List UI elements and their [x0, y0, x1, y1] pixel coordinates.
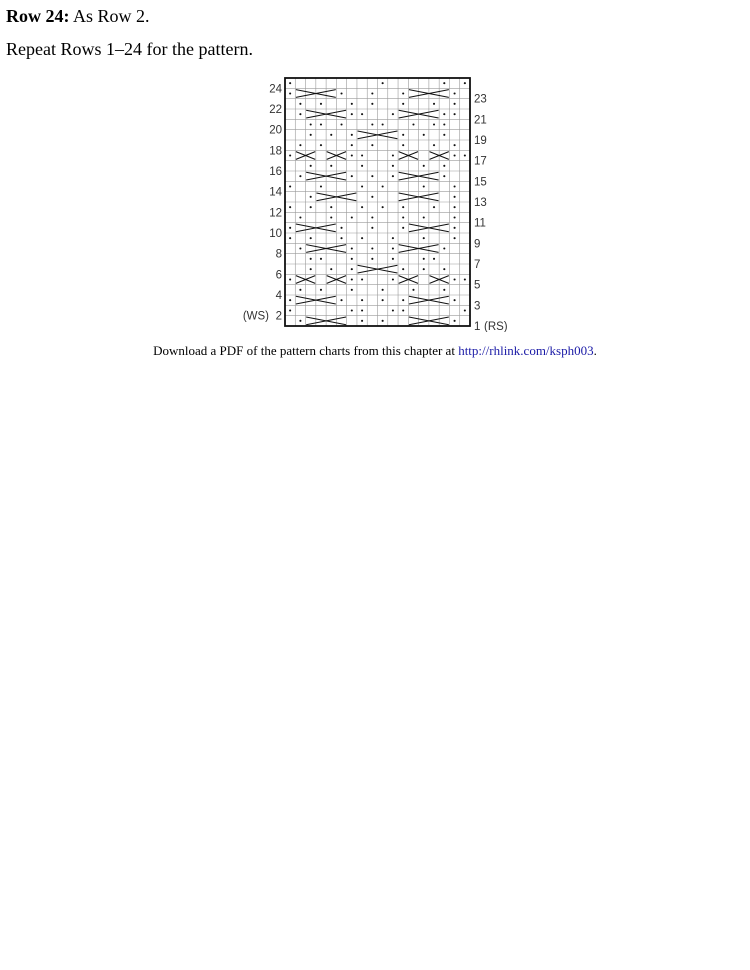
- purl-stitch-dot: [371, 175, 373, 177]
- purl-stitch-dot: [299, 103, 301, 105]
- purl-stitch-dot: [330, 216, 332, 218]
- purl-stitch-dot: [351, 134, 353, 136]
- purl-stitch-dot: [454, 237, 456, 239]
- caption-text: Download a PDF of the pattern charts from this chapter at: [153, 343, 459, 358]
- purl-stitch-dot: [351, 216, 353, 218]
- wrong-side-label: (WS): [242, 310, 269, 323]
- purl-stitch-dot: [454, 227, 456, 229]
- purl-stitch-dot: [423, 237, 425, 239]
- purl-stitch-dot: [371, 123, 373, 125]
- purl-stitch-dot: [340, 237, 342, 239]
- purl-stitch-dot: [443, 289, 445, 291]
- row-number-right: 13: [474, 197, 487, 209]
- purl-stitch-dot: [402, 103, 404, 105]
- purl-stitch-dot: [361, 113, 363, 115]
- purl-stitch-dot: [310, 237, 312, 239]
- purl-stitch-dot: [392, 237, 394, 239]
- purl-stitch-dot: [423, 268, 425, 270]
- row-24-text: As Row 2.: [69, 6, 150, 26]
- row-number-left: 6: [275, 269, 282, 282]
- purl-stitch-dot: [454, 144, 456, 146]
- purl-stitch-dot: [382, 123, 384, 125]
- row-number-right: 15: [474, 176, 487, 189]
- purl-stitch-dot: [371, 216, 373, 218]
- purl-stitch-dot: [371, 103, 373, 105]
- purl-stitch-dot: [330, 268, 332, 270]
- purl-stitch-dot: [289, 309, 291, 311]
- purl-stitch-dot: [371, 196, 373, 198]
- purl-stitch-dot: [361, 320, 363, 322]
- row-24-label: Row 24:: [6, 6, 70, 26]
- purl-stitch-dot: [289, 185, 291, 187]
- purl-stitch-dot: [412, 123, 414, 125]
- purl-stitch-dot: [289, 227, 291, 229]
- purl-stitch-dot: [351, 154, 353, 156]
- row-number-right: 21: [474, 114, 487, 127]
- row-number-right: 19: [474, 135, 487, 147]
- purl-stitch-dot: [361, 206, 363, 208]
- purl-stitch-dot: [310, 268, 312, 270]
- purl-stitch-dot: [361, 299, 363, 301]
- row-number-left: 4: [275, 290, 282, 302]
- purl-stitch-dot: [392, 258, 394, 260]
- purl-stitch-dot: [454, 154, 456, 156]
- purl-stitch-dot: [402, 268, 404, 270]
- purl-stitch-dot: [320, 289, 322, 291]
- row-number-right: 3: [474, 300, 481, 313]
- purl-stitch-dot: [382, 320, 384, 322]
- purl-stitch-dot: [289, 237, 291, 239]
- row-number-left: 10: [269, 228, 282, 240]
- purl-stitch-dot: [464, 309, 466, 311]
- purl-stitch-dot: [340, 123, 342, 125]
- purl-stitch-dot: [310, 206, 312, 208]
- purl-stitch-dot: [392, 154, 394, 156]
- purl-stitch-dot: [382, 206, 384, 208]
- purl-stitch-dot: [464, 278, 466, 280]
- purl-stitch-dot: [454, 278, 456, 280]
- purl-stitch-dot: [443, 268, 445, 270]
- purl-stitch-dot: [433, 144, 435, 146]
- purl-stitch-dot: [361, 185, 363, 187]
- purl-stitch-dot: [320, 103, 322, 105]
- purl-stitch-dot: [340, 299, 342, 301]
- purl-stitch-dot: [361, 154, 363, 156]
- row-24-instruction: [6, 5, 150, 27]
- purl-stitch-dot: [454, 113, 456, 115]
- purl-stitch-dot: [310, 196, 312, 198]
- purl-stitch-dot: [423, 216, 425, 218]
- purl-stitch-dot: [454, 299, 456, 301]
- purl-stitch-dot: [433, 258, 435, 260]
- purl-stitch-dot: [454, 216, 456, 218]
- purl-stitch-dot: [289, 154, 291, 156]
- purl-stitch-dot: [351, 278, 353, 280]
- row-number-left: 12: [269, 207, 282, 220]
- repeat-instruction: Repeat Rows 1–24 for the pattern.: [6, 39, 253, 59]
- purl-stitch-dot: [443, 113, 445, 115]
- purl-stitch-dot: [320, 258, 322, 260]
- purl-stitch-dot: [402, 309, 404, 311]
- purl-stitch-dot: [351, 247, 353, 249]
- purl-stitch-dot: [433, 103, 435, 105]
- purl-stitch-dot: [382, 185, 384, 187]
- row-number-left: 22: [269, 104, 282, 116]
- purl-stitch-dot: [340, 227, 342, 229]
- purl-stitch-dot: [310, 258, 312, 260]
- purl-stitch-dot: [402, 216, 404, 218]
- purl-stitch-dot: [351, 258, 353, 260]
- purl-stitch-dot: [299, 289, 301, 291]
- purl-stitch-dot: [402, 299, 404, 301]
- purl-stitch-dot: [310, 123, 312, 125]
- purl-stitch-dot: [371, 227, 373, 229]
- purl-stitch-dot: [392, 247, 394, 249]
- purl-stitch-dot: [423, 134, 425, 136]
- purl-stitch-dot: [351, 309, 353, 311]
- purl-stitch-dot: [299, 144, 301, 146]
- purl-stitch-dot: [299, 216, 301, 218]
- purl-stitch-dot: [340, 92, 342, 94]
- row-number-left: 18: [269, 145, 282, 158]
- row-number-right: 7: [474, 259, 481, 271]
- purl-stitch-dot: [392, 309, 394, 311]
- purl-stitch-dot: [351, 175, 353, 177]
- purl-stitch-dot: [392, 113, 394, 115]
- purl-stitch-dot: [423, 185, 425, 187]
- row-number-left: 20: [269, 124, 282, 137]
- purl-stitch-dot: [330, 134, 332, 136]
- purl-stitch-dot: [371, 258, 373, 260]
- purl-stitch-dot: [320, 123, 322, 125]
- purl-stitch-dot: [351, 113, 353, 115]
- purl-stitch-dot: [289, 92, 291, 94]
- purl-stitch-dot: [371, 92, 373, 94]
- purl-stitch-dot: [382, 299, 384, 301]
- purl-stitch-dot: [392, 278, 394, 280]
- purl-stitch-dot: [443, 123, 445, 125]
- purl-stitch-dot: [454, 185, 456, 187]
- purl-stitch-dot: [454, 103, 456, 105]
- purl-stitch-dot: [433, 206, 435, 208]
- purl-stitch-dot: [330, 165, 332, 167]
- row-number-right: 23: [474, 93, 487, 106]
- knitting-chart: [240, 74, 516, 332]
- purl-stitch-dot: [351, 268, 353, 270]
- purl-stitch-dot: [371, 247, 373, 249]
- row-number-left: 2: [275, 310, 282, 323]
- purl-stitch-dot: [412, 289, 414, 291]
- purl-stitch-dot: [443, 165, 445, 167]
- right-side-label: (RS): [484, 321, 508, 332]
- purl-stitch-dot: [464, 82, 466, 84]
- purl-stitch-dot: [299, 113, 301, 115]
- purl-stitch-dot: [454, 92, 456, 94]
- purl-stitch-dot: [361, 165, 363, 167]
- purl-stitch-dot: [289, 278, 291, 280]
- purl-stitch-dot: [402, 206, 404, 208]
- purl-stitch-dot: [382, 82, 384, 84]
- purl-stitch-dot: [454, 196, 456, 198]
- purl-stitch-dot: [443, 82, 445, 84]
- purl-stitch-dot: [320, 185, 322, 187]
- row-number-left: 8: [275, 248, 282, 261]
- purl-stitch-dot: [361, 237, 363, 239]
- purl-stitch-dot: [402, 134, 404, 136]
- purl-stitch-dot: [402, 92, 404, 94]
- purl-stitch-dot: [464, 154, 466, 156]
- purl-stitch-dot: [289, 206, 291, 208]
- download-caption: [0, 342, 750, 360]
- purl-stitch-dot: [351, 289, 353, 291]
- purl-stitch-dot: [382, 289, 384, 291]
- purl-stitch-dot: [289, 82, 291, 84]
- caption-suffix: .: [593, 343, 597, 358]
- purl-stitch-dot: [454, 320, 456, 322]
- row-number-left: 16: [269, 166, 282, 178]
- purl-stitch-dot: [330, 206, 332, 208]
- purl-stitch-dot: [423, 165, 425, 167]
- purl-stitch-dot: [392, 165, 394, 167]
- purl-stitch-dot: [351, 103, 353, 105]
- purl-stitch-dot: [361, 309, 363, 311]
- knitting-chart-svg: [240, 74, 516, 332]
- purl-stitch-dot: [351, 144, 353, 146]
- purl-stitch-dot: [443, 134, 445, 136]
- purl-stitch-dot: [361, 278, 363, 280]
- purl-stitch-dot: [454, 206, 456, 208]
- purl-stitch-dot: [310, 165, 312, 167]
- purl-stitch-dot: [299, 175, 301, 177]
- row-number-right: 17: [474, 155, 487, 168]
- purl-stitch-dot: [433, 123, 435, 125]
- row-number-left: 24: [269, 83, 282, 96]
- row-number-right: 9: [474, 238, 481, 251]
- purl-stitch-dot: [371, 144, 373, 146]
- row-number-left: 14: [269, 186, 282, 199]
- purl-stitch-dot: [402, 144, 404, 146]
- purl-stitch-dot: [402, 227, 404, 229]
- purl-stitch-dot: [392, 175, 394, 177]
- purl-stitch-dot: [299, 320, 301, 322]
- purl-stitch-dot: [443, 175, 445, 177]
- purl-stitch-dot: [423, 258, 425, 260]
- row-number-right: 11: [474, 217, 486, 230]
- row-number-right: 1: [474, 321, 481, 332]
- pattern-pdf-link[interactable]: http://rhlink.com/ksph003: [458, 343, 594, 358]
- purl-stitch-dot: [299, 247, 301, 249]
- row-number-right: 5: [474, 279, 481, 292]
- purl-stitch-dot: [443, 247, 445, 249]
- purl-stitch-dot: [320, 144, 322, 146]
- purl-stitch-dot: [310, 134, 312, 136]
- purl-stitch-dot: [289, 299, 291, 301]
